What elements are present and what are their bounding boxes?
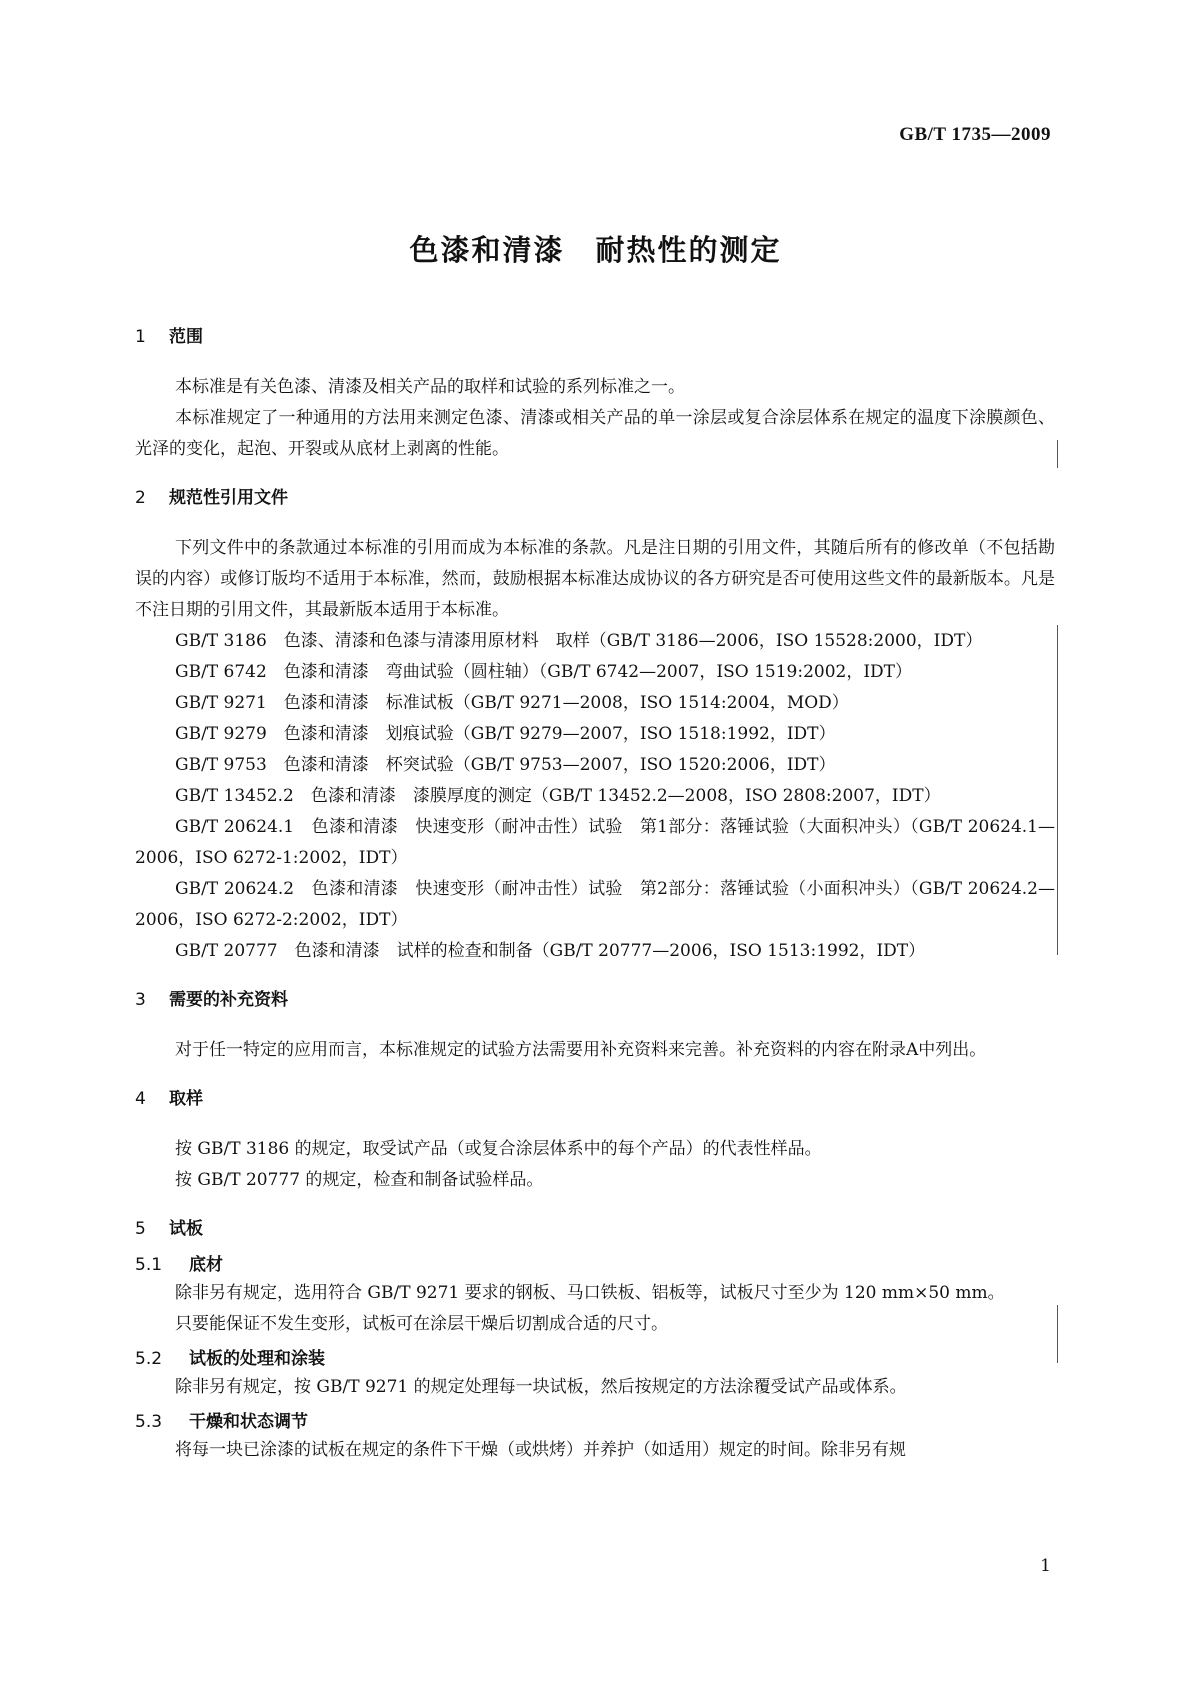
change-bar: [1057, 440, 1058, 468]
standard-code: GB/T 1735—2009: [899, 124, 1051, 145]
subsection-title: 底材: [189, 1255, 223, 1275]
subsection-number: 5.2: [135, 1349, 163, 1369]
reference-item: GB/T 9753 色漆和清漆 杯突试验（GB/T 9753—2007，ISO 1520:2006，IDT）: [175, 755, 836, 775]
section-number: 3: [135, 990, 146, 1010]
section-number: 4: [135, 1089, 146, 1109]
paragraph: 只要能保证不发生变形，试板可在涂层干燥后切割成合适的尺寸。: [175, 1314, 668, 1334]
page-number: 1: [1040, 1556, 1051, 1576]
section-title: 试板: [169, 1219, 203, 1239]
paragraph: 本标准规定了一种通用的方法用来测定色漆、清漆或相关产品的单一涂层或复合涂层体系在规定的温度下涂膜颜色、光泽的变化，起泡、开裂或从底材上剥离的性能。: [135, 408, 1055, 459]
subsection-title: 干燥和状态调节: [189, 1412, 308, 1432]
section-3-heading: [135, 987, 1055, 1013]
reference-item: GB/T 9271 色漆和清漆 标准试板（GB/T 9271—2008，ISO 1514:2004，MOD）: [175, 693, 849, 713]
document-body: [135, 324, 1055, 1466]
subsection-number: 5.1: [135, 1255, 163, 1275]
section-number: 5: [135, 1219, 146, 1239]
section-title: 需要的补充资料: [169, 990, 288, 1010]
paragraph: 对于任一特定的应用而言，本标准规定的试验方法需要用补充资料来完善。补充资料的内容在附录A中列出。: [175, 1040, 987, 1060]
subsection-5-1-heading: [135, 1252, 1055, 1278]
reference-item: GB/T 13452.2 色漆和清漆 漆膜厚度的测定（GB/T 13452.2—2008，ISO 2808:2007，IDT）: [175, 786, 941, 806]
paragraph: 将每一块已涂漆的试板在规定的条件下干燥（或烘烤）并养护（如适用）规定的时间。除非另有规: [175, 1440, 906, 1460]
reference-item: GB/T 20624.1 色漆和清漆 快速变形（耐冲击性）试验 第1部分：落锤试验（大面积冲头）（GB/T 20624.1—2006，ISO 6272-1:2002，IDT）: [135, 817, 1055, 868]
section-title: 规范性引用文件: [169, 488, 288, 508]
change-bar: [1057, 1305, 1058, 1363]
subsection-5-3-heading: [135, 1409, 1055, 1435]
section-title: 取样: [169, 1089, 203, 1109]
document-title: 色漆和清漆 耐热性的测定: [409, 233, 782, 267]
reference-item: GB/T 20777 色漆和清漆 试样的检查和制备（GB/T 20777—2006，ISO 1513:1992，IDT）: [175, 941, 926, 961]
paragraph: 本标准是有关色漆、清漆及相关产品的取样和试验的系列标准之一。: [175, 377, 685, 397]
subsection-5-2-heading: [135, 1346, 1055, 1372]
paragraph: 按 GB/T 3186 的规定，取受试产品（或复合涂层体系中的每个产品）的代表性样品。: [175, 1139, 822, 1159]
section-4-heading: [135, 1086, 1055, 1112]
change-bar: [1057, 625, 1058, 955]
subsection-number: 5.3: [135, 1412, 163, 1432]
subsection-title: 试板的处理和涂装: [189, 1349, 325, 1369]
reference-item: GB/T 9279 色漆和清漆 划痕试验（GB/T 9279—2007，ISO 1518:1992，IDT）: [175, 724, 836, 744]
section-1-heading: [135, 324, 1055, 350]
section-5-heading: [135, 1216, 1055, 1242]
reference-item: GB/T 3186 色漆、清漆和色漆与清漆用原材料 取样（GB/T 3186—2006，ISO 15528:2000，IDT）: [175, 631, 983, 651]
reference-item: GB/T 6742 色漆和清漆 弯曲试验（圆柱轴）（GB/T 6742—2007，ISO 1519:2002，IDT）: [175, 662, 913, 682]
paragraph: 除非另有规定，选用符合 GB/T 9271 要求的钢板、马口铁板、铝板等，试板尺寸至少为 120 mm×50 mm。: [175, 1283, 1005, 1303]
section-number: 2: [135, 488, 146, 508]
section-title: 范围: [169, 327, 203, 347]
paragraph: 下列文件中的条款通过本标准的引用而成为本标准的条款。凡是注日期的引用文件，其随后所有的修改单（不包括勘误的内容）或修订版均不适用于本标准，然而，鼓励根据本标准达成协议的各方研究是否可使用这些文件的最新版本。凡是不注日期的引用文件，其最新版本适用于本标准。: [135, 538, 1055, 620]
paragraph: 按 GB/T 20777 的规定，检查和制备试验样品。: [175, 1170, 544, 1190]
paragraph: 除非另有规定，按 GB/T 9271 的规定处理每一块试板，然后按规定的方法涂覆受试产品或体系。: [175, 1377, 907, 1397]
section-2-heading: [135, 485, 1055, 511]
reference-item: GB/T 20624.2 色漆和清漆 快速变形（耐冲击性）试验 第2部分：落锤试验（小面积冲头）（GB/T 20624.2—2006，ISO 6272-2:2002，IDT）: [135, 879, 1055, 930]
section-number: 1: [135, 327, 146, 347]
